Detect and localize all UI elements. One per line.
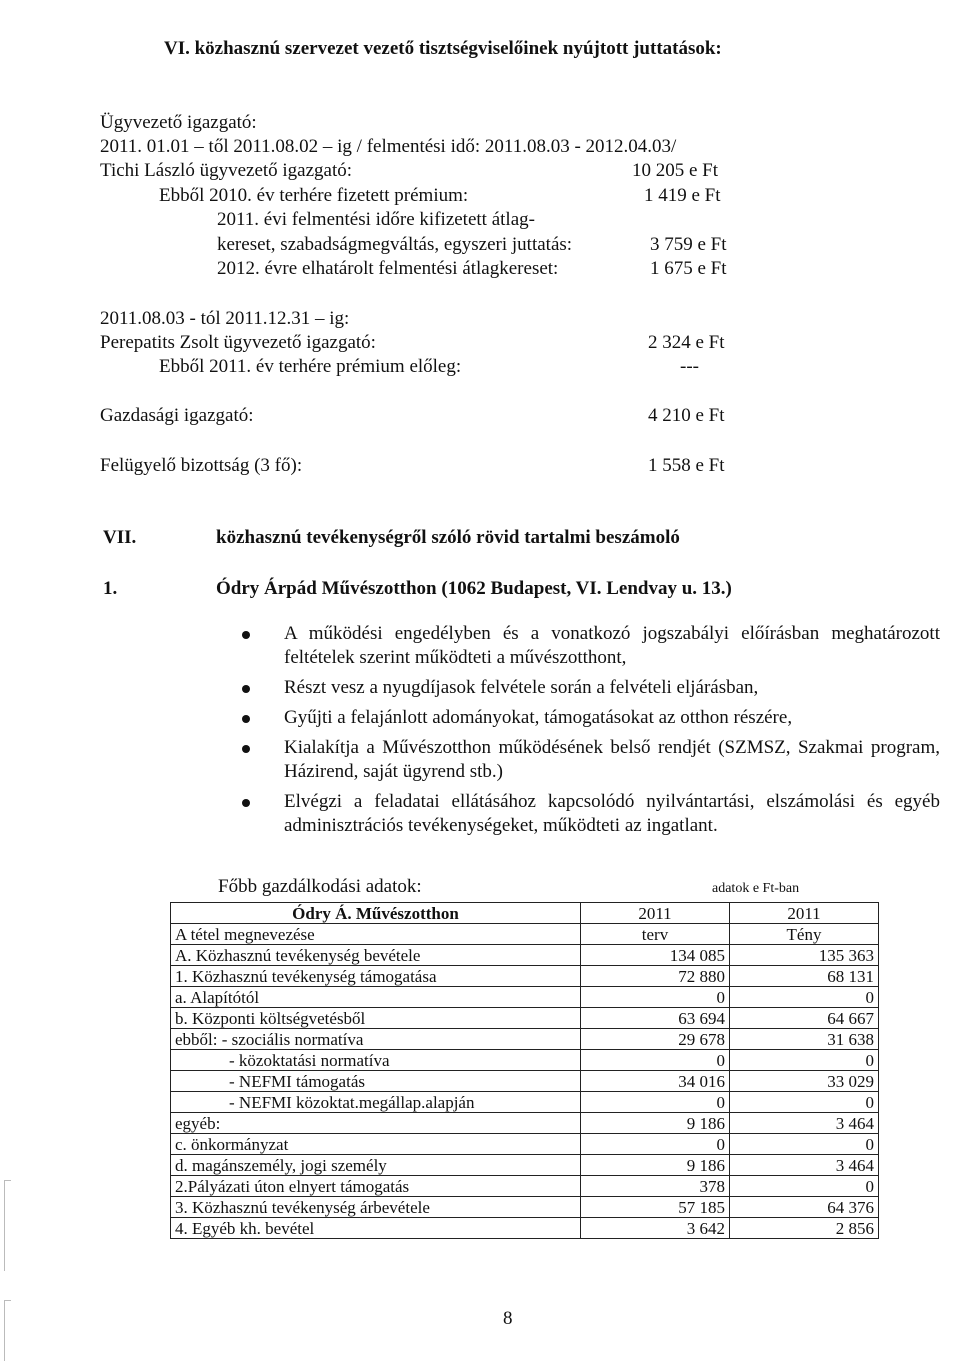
table-row: 1. Közhasznú tevékenység támogatása 72 880 68 131	[171, 966, 879, 987]
table-row: egyéb: 9 186 3 464	[171, 1113, 879, 1134]
table-row: A. Közhasznú tevékenység bevétele 134 085 135 363	[171, 945, 879, 966]
table-header-actual-year: 2011	[730, 903, 879, 924]
page-number: 8	[503, 1308, 513, 1329]
tichi-label: Tichi László ügyvezető igazgató:	[100, 160, 353, 181]
list-item: Gyűjti a felajánlott adományokat, támogatásokat az otthon részére,	[240, 706, 940, 730]
table-row: - NEFMI közoktat.megállap.alapján 0 0	[171, 1092, 879, 1113]
financial-table	[170, 902, 879, 1239]
table-header-name: Ódry Á. Művészotthon	[171, 903, 581, 924]
list-item: Kialakítja a Művészotthon működésének belső rendjét (SZMSZ, Szakmai program, Házirend, saját ügyrend stb.)	[240, 736, 940, 784]
section-7-number: VII.	[103, 527, 137, 548]
list-item: Részt vesz a nyugdíjasok felvétele során a felvételi eljárásban,	[240, 676, 940, 700]
bullet-icon	[242, 631, 250, 639]
avg-value: 3 759 e Ft	[650, 234, 727, 255]
board-value: 1 558 e Ft	[648, 455, 725, 476]
premium-label: Ebből 2010. év terhére fizetett prémium:	[159, 185, 469, 206]
section-7-title: közhasznú tevékenységről szóló rövid tartalmi beszámoló	[216, 527, 680, 548]
perepatits-value: 2 324 e Ft	[648, 332, 725, 353]
table-header-plan-year: 2011	[581, 903, 730, 924]
bullet-icon	[242, 685, 250, 693]
tichi-value: 10 205 e Ft	[632, 160, 719, 181]
deferred-label: 2012. évre elhatárolt felmentési átlagkereset:	[217, 258, 559, 279]
section-6-title: VI. közhasznú szervezet vezető tisztségviselőinek nyújtott juttatások:	[164, 38, 722, 59]
bullet-icon	[242, 799, 250, 807]
subsection-title: Ódry Árpád Művészotthon (1062 Budapest, VI. Lendvay u. 13.)	[216, 578, 732, 599]
period-2: 2011.08.03 - tól 2011.12.31 – ig:	[100, 308, 350, 329]
table-subheader-row	[171, 924, 879, 945]
period-1: 2011. 01.01 – től 2011.08.02 – ig / felmentési idő: 2011.08.03 - 2012.04.03/	[100, 136, 677, 157]
table-subheader-actual: Tény	[730, 924, 879, 945]
table-header-row	[171, 903, 879, 924]
table-row: - közoktatási normatíva 0 0	[171, 1050, 879, 1071]
avg-label-2: kereset, szabadságmegváltás, egyszeri juttatás:	[217, 234, 573, 255]
board-label: Felügyelő bizottság (3 fő):	[100, 455, 303, 476]
table-row: d. magánszemély, jogi személy 9 186 3 464	[171, 1155, 879, 1176]
table-row: 3. Közhasznú tevékenység árbevétele 57 185 64 376	[171, 1197, 879, 1218]
advance-label: Ebből 2011. év terhére prémium előleg:	[159, 356, 462, 377]
table-row: c. önkormányzat 0 0	[171, 1134, 879, 1155]
table-title: Főbb gazdálkodási adatok:	[218, 876, 422, 897]
subsection-number: 1.	[103, 578, 118, 599]
table-subheader-name: A tétel megnevezése	[171, 924, 581, 945]
deferred-value: 1 675 e Ft	[650, 258, 727, 279]
table-row: 4. Egyéb kh. bevétel 3 642 2 856	[171, 1218, 879, 1239]
table-row: a. Alapítótól 0 0	[171, 987, 879, 1008]
table-unit: adatok e Ft-ban	[712, 881, 800, 896]
list-item: Elvégzi a feladatai ellátásához kapcsolódó nyilvántartási, elszámolási és egyéb adminisztrációs tevékenységeket, működteti az ingatlant.	[240, 790, 940, 838]
bullet-icon	[242, 715, 250, 723]
econ-director-label: Gazdasági igazgató:	[100, 405, 254, 426]
table-row: b. Központi költségvetésből 63 694 64 667	[171, 1008, 879, 1029]
table-row: ebből: - szociális normatíva 29 678 31 638	[171, 1029, 879, 1050]
advance-value: ---	[680, 356, 699, 377]
director-label: Ügyvezető igazgató:	[100, 112, 257, 133]
table-row: - NEFMI támogatás 34 016 33 029	[171, 1071, 879, 1092]
table-subheader-plan: terv	[581, 924, 730, 945]
perepatits-label: Perepatits Zsolt ügyvezető igazgató:	[100, 332, 376, 353]
bullet-icon	[242, 745, 250, 753]
premium-value: 1 419 e Ft	[644, 185, 721, 206]
table-row: 2.Pályázati úton elnyert támogatás 378 0	[171, 1176, 879, 1197]
scan-margin-mark	[4, 1180, 11, 1271]
list-item: A működési engedélyben és a vonatkozó jogszabályi előírásban meghatározott feltételek szerint működteti a művészotthont,	[240, 622, 940, 670]
activity-list	[240, 622, 940, 844]
scan-margin-mark	[4, 1300, 11, 1361]
avg-label-1: 2011. évi felmentési időre kifizetett átlag-	[217, 209, 535, 230]
econ-director-value: 4 210 e Ft	[648, 405, 725, 426]
